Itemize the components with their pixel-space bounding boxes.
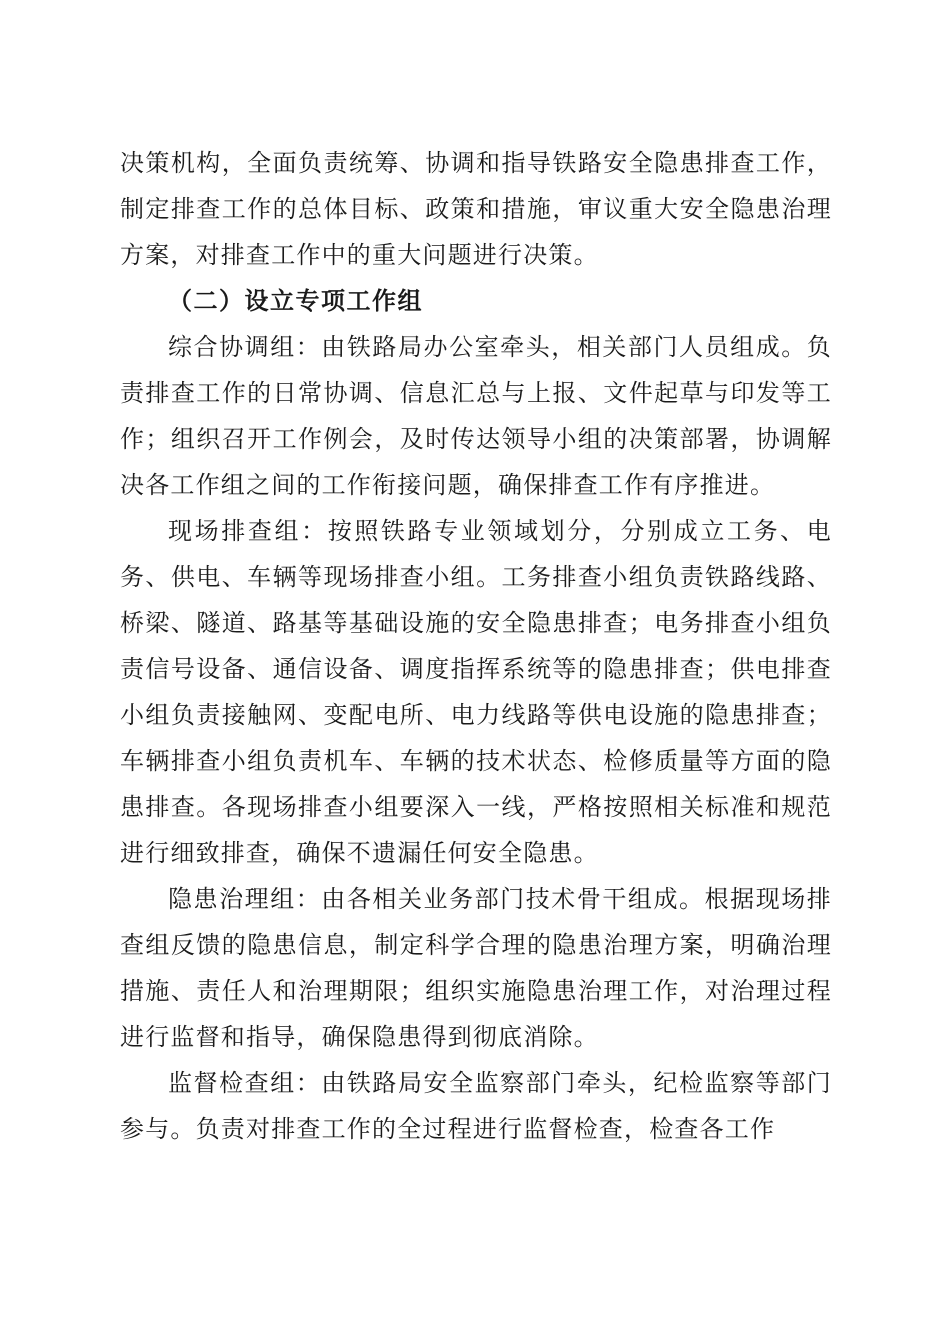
section-heading: （二）设立专项工作组 <box>168 286 423 315</box>
paragraph-inspection-group: 现场排查组：按照铁路专业领域划分，分别成立工务、电务、供电、车辆等现场排查小组。工务排查小组负责铁路线路、桥梁、隧道、路基等基础设施的安全隐患排查；电务排查小组负责信号设备、通信设备、调度指挥系统等的隐患排查；供电排查小组负责接触网、变配电所、电力线路等供电设施的隐患排查；车辆排查小组负责机车、车辆的技术状态、检修质量等方面的隐患排查。各现场排查小组要深入一线，严格按照相关标准和规范进行细致排查，确保不遗漏任何安全隐患。 <box>120 517 832 867</box>
paragraph-coordination-group: 综合协调组：由铁路局办公室牵头，相关部门人员组成。负责排查工作的日常协调、信息汇总与上报、文件起草与印发等工作；组织召开工作例会，及时传达领导小组的决策部署，协调解决各工作组之间的工作衔接问题，确保排查工作有序推进。 <box>120 333 832 499</box>
paragraph-supervision-group: 监督检查组：由铁路局安全监察部门牵头，纪检监察等部门参与。负责对排查工作的全过程进行监督检查，检查各工作 <box>120 1069 832 1143</box>
paragraph-continuation: 决策机构，全面负责统筹、协调和指导铁路安全隐患排查工作，制定排查工作的总体目标、政策和措施，审议重大安全隐患治理方案，对排查工作中的重大问题进行决策。 <box>120 149 832 269</box>
document-body <box>120 140 832 1152</box>
paragraph-remediation-group: 隐患治理组：由各相关业务部门技术骨干组成。根据现场排查组反馈的隐患信息，制定科学合理的隐患治理方案，明确治理措施、责任人和治理期限；组织实施隐患治理工作，对治理过程进行监督和指导，确保隐患得到彻底消除。 <box>120 885 832 1051</box>
